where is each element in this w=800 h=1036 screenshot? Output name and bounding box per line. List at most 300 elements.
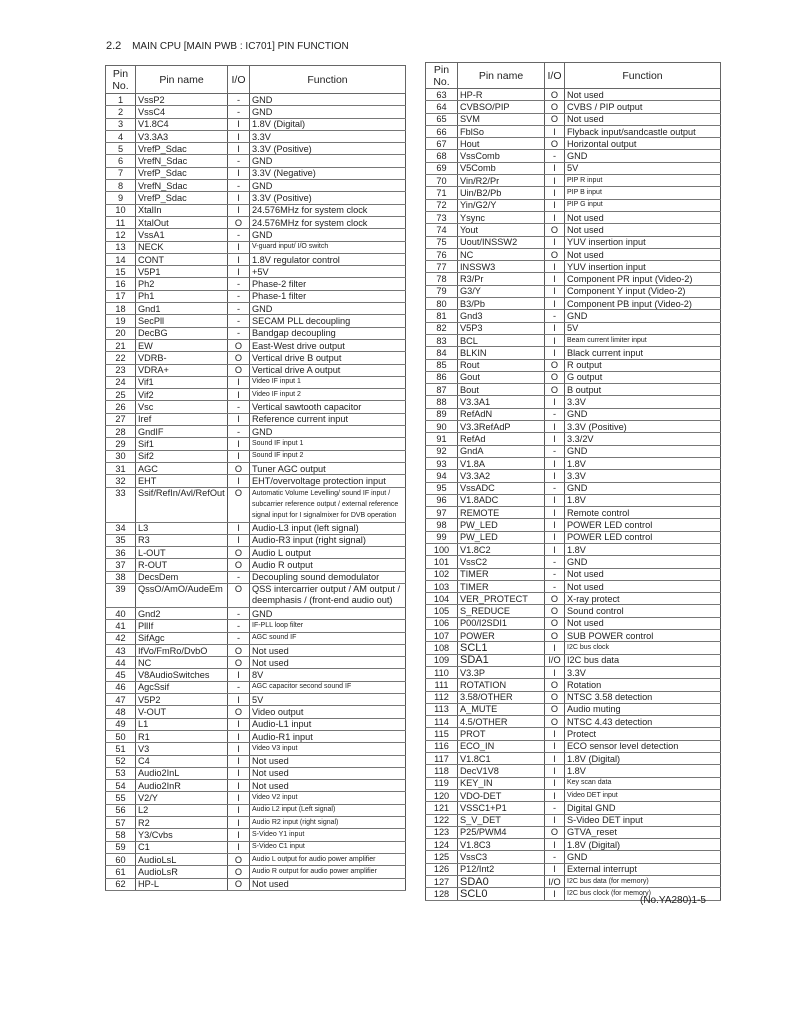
table-row — [426, 605, 721, 617]
pin-name: Yin/G2/Y — [458, 199, 545, 211]
pin-number: 104 — [426, 593, 458, 605]
table-row — [106, 364, 406, 376]
pin-function: Bandgap decoupling — [250, 327, 406, 339]
table-row — [106, 571, 406, 583]
pin-function: Not used — [250, 780, 406, 792]
pin-function: Vertical drive B output — [250, 352, 406, 364]
pin-number: 36 — [106, 547, 136, 559]
pin-io: O — [545, 113, 565, 125]
pin-name: ROTATION — [458, 679, 545, 691]
pin-io: O — [228, 216, 250, 228]
table-row — [106, 681, 406, 693]
table-row — [426, 211, 721, 223]
pin-name: KEY_IN — [458, 777, 545, 789]
pin-function: Video V2 input — [250, 792, 406, 804]
pin-name: VssP2 — [136, 94, 228, 106]
pin-name: C4 — [136, 755, 228, 767]
pin-number: 76 — [426, 248, 458, 260]
pin-name: VssADC — [458, 482, 545, 494]
pin-function: AGC sound IF — [250, 632, 406, 644]
table-row — [426, 494, 721, 506]
pin-io: I — [228, 475, 250, 487]
pin-io: O — [228, 853, 250, 865]
pin-io: I — [545, 777, 565, 789]
table-row — [106, 853, 406, 865]
pin-number: 70 — [426, 175, 458, 187]
pin-function: SECAM PLL decoupling — [250, 315, 406, 327]
pin-io: I — [228, 118, 250, 130]
pin-io: I — [545, 211, 565, 223]
pin-name: L2 — [136, 804, 228, 816]
pin-name: PW_LED — [458, 531, 545, 543]
pin-function: Video DET input — [565, 789, 721, 801]
pin-name: VssComb — [458, 150, 545, 162]
table-row — [426, 433, 721, 445]
pin-name: Vin/R2/Pr — [458, 175, 545, 187]
pin-io: O — [545, 384, 565, 396]
pin-function: Not used — [565, 224, 721, 236]
pin-name: Gnd3 — [458, 310, 545, 322]
pin-name: V3.3A2 — [458, 470, 545, 482]
pin-number: 49 — [106, 718, 136, 730]
table-row — [106, 401, 406, 413]
pin-name: V5P1 — [136, 266, 228, 278]
table-row — [106, 352, 406, 364]
pin-function: I2C bus data (for memory) — [565, 876, 721, 888]
pin-io: I — [545, 396, 565, 408]
pin-io: O — [545, 593, 565, 605]
pin-io: I — [545, 187, 565, 199]
pin-function: GND — [250, 607, 406, 619]
table-row — [426, 334, 721, 346]
pin-name: R3/Pr — [458, 273, 545, 285]
pin-name: VrefP_Sdac — [136, 192, 228, 204]
pin-name: V1.8C2 — [458, 543, 545, 555]
pin-function: Vertical drive A output — [250, 364, 406, 376]
pin-function: GTVA_reset — [565, 826, 721, 838]
pin-name: R1 — [136, 730, 228, 742]
table-row — [426, 777, 721, 789]
pin-function: Not used — [250, 657, 406, 669]
pin-name: R3 — [136, 534, 228, 546]
pin-name: V3.3RefAdP — [458, 421, 545, 433]
pin-io: I — [228, 192, 250, 204]
pin-name: POWER — [458, 630, 545, 642]
pin-function: Audio L2 input (Left signal) — [250, 804, 406, 816]
pin-number: 110 — [426, 666, 458, 678]
pin-name: Audio2InL — [136, 767, 228, 779]
pin-name: Sif2 — [136, 450, 228, 462]
table-row — [106, 706, 406, 718]
table-row — [426, 716, 721, 728]
pin-function: YUV insertion input — [565, 236, 721, 248]
table-row — [426, 851, 721, 863]
pin-io: I — [545, 125, 565, 137]
table-row — [426, 125, 721, 137]
pin-name: Sif1 — [136, 438, 228, 450]
pin-name: Ysync — [458, 211, 545, 223]
pin-function: Audio R output — [250, 559, 406, 571]
pin-number: 14 — [106, 253, 136, 265]
pin-number: 52 — [106, 755, 136, 767]
pin-io: - — [545, 568, 565, 580]
pin-name: VrefN_Sdac — [136, 180, 228, 192]
pin-name: VrefP_Sdac — [136, 143, 228, 155]
pin-function: Not used — [565, 580, 721, 592]
pin-io: I — [228, 669, 250, 681]
pin-io: I — [228, 792, 250, 804]
pin-name: Vsc — [136, 401, 228, 413]
pin-number: 30 — [106, 450, 136, 462]
pin-name: AGC — [136, 462, 228, 474]
pin-name: V-OUT — [136, 706, 228, 718]
table-row — [106, 192, 406, 204]
col-header-function: Function — [565, 63, 721, 89]
pin-function: GND — [565, 445, 721, 457]
table-row — [426, 839, 721, 851]
table-row — [106, 607, 406, 619]
pin-number: 96 — [426, 494, 458, 506]
pin-name: 4.5/OTHER — [458, 716, 545, 728]
pin-io: I — [545, 753, 565, 765]
pin-function: GND — [565, 408, 721, 420]
pin-io: O — [228, 487, 250, 522]
pin-function: 3.3V (Positive) — [250, 192, 406, 204]
pin-function: 3.3V — [250, 130, 406, 142]
pin-name: L1 — [136, 718, 228, 730]
pin-io: I — [545, 273, 565, 285]
pin-number: 72 — [426, 199, 458, 211]
pin-io: O — [228, 706, 250, 718]
table-row — [106, 669, 406, 681]
pin-io: O — [228, 547, 250, 559]
pin-function: GND — [250, 106, 406, 118]
pin-function: Not used — [565, 211, 721, 223]
pin-function: G output — [565, 371, 721, 383]
table-row — [106, 804, 406, 816]
pin-function: I2C bus clock — [565, 642, 721, 654]
pin-name: A_MUTE — [458, 703, 545, 715]
pin-number: 27 — [106, 413, 136, 425]
pin-name: 3.58/OTHER — [458, 691, 545, 703]
pin-number: 19 — [106, 315, 136, 327]
pin-io: I — [545, 765, 565, 777]
pin-function: NTSC 3.58 detection — [565, 691, 721, 703]
pin-name: REMOTE — [458, 507, 545, 519]
pin-function: Video IF input 2 — [250, 389, 406, 401]
pin-function: External interrupt — [565, 863, 721, 875]
pin-number: 54 — [106, 780, 136, 792]
section-number: 2.2 — [106, 40, 122, 52]
pin-name: VDRB- — [136, 352, 228, 364]
pin-number: 53 — [106, 767, 136, 779]
pin-number: 16 — [106, 278, 136, 290]
pin-function: 3.3V — [565, 396, 721, 408]
pin-function: Not used — [565, 89, 721, 101]
pin-name: RefAd — [458, 433, 545, 445]
pin-name: V5Comb — [458, 162, 545, 174]
pin-io: O — [228, 352, 250, 364]
table-row — [106, 438, 406, 450]
pin-number: 59 — [106, 841, 136, 853]
table-row — [426, 666, 721, 678]
pin-number: 116 — [426, 740, 458, 752]
table-row — [106, 266, 406, 278]
pin-number: 8 — [106, 180, 136, 192]
table-row — [426, 568, 721, 580]
pin-function: GND — [565, 310, 721, 322]
pin-name: GndA — [458, 445, 545, 457]
pin-function: Video IF input 1 — [250, 376, 406, 388]
pin-name: VssA1 — [136, 229, 228, 241]
pin-name: V1.8C4 — [136, 118, 228, 130]
pin-function: Not used — [565, 568, 721, 580]
pin-number: 5 — [106, 143, 136, 155]
pin-function: B output — [565, 384, 721, 396]
table-row — [106, 118, 406, 130]
table-row — [426, 408, 721, 420]
table-row — [106, 462, 406, 474]
pin-name: ECO_IN — [458, 740, 545, 752]
pin-function: Component Y input (Video-2) — [565, 285, 721, 297]
pin-function: GND — [565, 556, 721, 568]
pin-number: 120 — [426, 789, 458, 801]
pin-number: 65 — [426, 113, 458, 125]
pin-function: 5V — [250, 694, 406, 706]
pin-io: O — [228, 657, 250, 669]
table-row — [426, 359, 721, 371]
table-row — [426, 224, 721, 236]
pin-name: G3/Y — [458, 285, 545, 297]
pin-function: S-Video C1 input — [250, 841, 406, 853]
table-row — [426, 519, 721, 531]
pin-io: O — [545, 248, 565, 260]
pin-name: CVBSO/PIP — [458, 101, 545, 113]
pin-number: 34 — [106, 522, 136, 534]
table-row — [426, 162, 721, 174]
pin-name: VrefP_Sdac — [136, 167, 228, 179]
pin-name: Hout — [458, 138, 545, 150]
pin-name: C1 — [136, 841, 228, 853]
pin-number: 38 — [106, 571, 136, 583]
pin-io: I — [228, 241, 250, 253]
pin-function: S-Video Y1 input — [250, 829, 406, 841]
pin-name: Bout — [458, 384, 545, 396]
pin-number: 11 — [106, 216, 136, 228]
pin-number: 82 — [426, 322, 458, 334]
pin-io: O — [545, 89, 565, 101]
pin-function: East-West drive output — [250, 339, 406, 351]
pin-number: 102 — [426, 568, 458, 580]
pin-io: - — [545, 445, 565, 457]
pin-function: SUB POWER control — [565, 630, 721, 642]
pin-name: V3.3A3 — [136, 130, 228, 142]
pin-number: 127 — [426, 876, 458, 888]
table-row — [426, 89, 721, 101]
table-row — [106, 290, 406, 302]
pin-io: I — [228, 755, 250, 767]
pin-name: V3 — [136, 743, 228, 755]
pin-io: I — [545, 261, 565, 273]
table-header-row — [106, 66, 406, 94]
table-row — [426, 298, 721, 310]
pin-io: I — [545, 470, 565, 482]
pin-number: 63 — [426, 89, 458, 101]
table-row — [426, 863, 721, 875]
pin-function: Component PR input (Video-2) — [565, 273, 721, 285]
table-row — [426, 593, 721, 605]
pin-io: I — [545, 162, 565, 174]
table-row — [426, 740, 721, 752]
pin-name: P00/I2SDI1 — [458, 617, 545, 629]
table-row — [426, 285, 721, 297]
table-row — [106, 755, 406, 767]
table-row — [106, 376, 406, 388]
pin-number: 48 — [106, 706, 136, 718]
table-row — [426, 630, 721, 642]
table-row — [426, 396, 721, 408]
pin-number: 119 — [426, 777, 458, 789]
pin-io: - — [228, 632, 250, 644]
pin-function: X-ray protect — [565, 593, 721, 605]
pin-function: 3.3V (Positive) — [565, 421, 721, 433]
pin-name: VDRA+ — [136, 364, 228, 376]
pin-name: XtalIn — [136, 204, 228, 216]
pin-number: 26 — [106, 401, 136, 413]
pin-name: L-OUT — [136, 547, 228, 559]
pin-name: V1.8ADC — [458, 494, 545, 506]
table-row — [106, 315, 406, 327]
pin-number: 114 — [426, 716, 458, 728]
pin-function: 3.3V (Positive) — [250, 143, 406, 155]
pin-number: 37 — [106, 559, 136, 571]
table-row — [106, 167, 406, 179]
pin-function: Protect — [565, 728, 721, 740]
pin-io: I — [228, 450, 250, 462]
pin-function: Not used — [565, 617, 721, 629]
table-row — [106, 792, 406, 804]
pin-number: 3 — [106, 118, 136, 130]
pin-io: O — [228, 339, 250, 351]
pin-io: I — [228, 534, 250, 546]
table-row — [426, 876, 721, 888]
pin-name: TIMER — [458, 580, 545, 592]
pin-io: I — [228, 804, 250, 816]
pin-name: Gnd2 — [136, 607, 228, 619]
pin-number: 117 — [426, 753, 458, 765]
pin-number: 20 — [106, 327, 136, 339]
pin-name: VssC3 — [458, 851, 545, 863]
table-row — [106, 253, 406, 265]
table-row — [106, 106, 406, 118]
pin-function: 3.3V — [565, 470, 721, 482]
pin-io: O — [545, 101, 565, 113]
pin-number: 109 — [426, 654, 458, 666]
pin-name: BLKIN — [458, 347, 545, 359]
pin-name: P12/Int2 — [458, 863, 545, 875]
pin-io: O — [228, 644, 250, 656]
pin-name: NECK — [136, 241, 228, 253]
pin-number: 74 — [426, 224, 458, 236]
pin-function: Automatic Volume Levelling/ sound IF input / subcarrier reference output / external reference signal input for I signalmixer for DVB operation — [250, 487, 406, 522]
pin-number: 23 — [106, 364, 136, 376]
pin-number: 25 — [106, 389, 136, 401]
pin-name: VSSC1+P1 — [458, 802, 545, 814]
pin-io: I — [228, 718, 250, 730]
pin-function: PIP G input — [565, 199, 721, 211]
pin-number: 79 — [426, 285, 458, 297]
table-row — [106, 389, 406, 401]
pin-function: GND — [250, 180, 406, 192]
table-row — [106, 620, 406, 632]
pin-function: Reference current input — [250, 413, 406, 425]
pin-number: 121 — [426, 802, 458, 814]
pin-io: I — [228, 730, 250, 742]
table-row — [106, 426, 406, 438]
pin-function: Sound control — [565, 605, 721, 617]
pin-number: 57 — [106, 817, 136, 829]
pin-function: 1.8V (Digital) — [565, 839, 721, 851]
pin-function: 24.576MHz for system clock — [250, 204, 406, 216]
col-header-pin-no: Pin No. — [426, 63, 458, 89]
pin-io: I — [545, 519, 565, 531]
pin-name: VssC2 — [458, 556, 545, 568]
pin-number: 101 — [426, 556, 458, 568]
pin-io: O — [545, 371, 565, 383]
table-row — [106, 130, 406, 142]
table-row — [106, 143, 406, 155]
table-row — [106, 180, 406, 192]
pin-io: I — [228, 829, 250, 841]
table-row — [106, 204, 406, 216]
pin-io: I — [545, 285, 565, 297]
pin-io: O — [228, 364, 250, 376]
pin-number: 35 — [106, 534, 136, 546]
pin-function: Phase-1 filter — [250, 290, 406, 302]
pin-function: YUV insertion input — [565, 261, 721, 273]
pin-number: 99 — [426, 531, 458, 543]
pin-number: 88 — [426, 396, 458, 408]
pin-io: I — [228, 438, 250, 450]
pin-name: Vif2 — [136, 389, 228, 401]
pin-number: 45 — [106, 669, 136, 681]
pin-number: 90 — [426, 421, 458, 433]
table-row — [426, 310, 721, 322]
pin-io: O — [545, 691, 565, 703]
pin-name: Y3/Cvbs — [136, 829, 228, 841]
table-row — [426, 273, 721, 285]
pin-name: V5P2 — [136, 694, 228, 706]
pin-name: V5P3 — [458, 322, 545, 334]
pin-function: 1.8V — [565, 765, 721, 777]
table-row — [426, 753, 721, 765]
table-row — [426, 150, 721, 162]
pin-io: I — [545, 642, 565, 654]
table-row — [106, 644, 406, 656]
pin-io: I — [545, 740, 565, 752]
pin-function: QSS intercarrier output / AM output / deemphasis / (front-end audio out) — [250, 583, 406, 607]
pin-number: 50 — [106, 730, 136, 742]
pin-name: SCL1 — [458, 642, 545, 654]
table-row — [426, 482, 721, 494]
pin-number: 124 — [426, 839, 458, 851]
pin-name: VDO-DET — [458, 789, 545, 801]
pin-number: 56 — [106, 804, 136, 816]
pin-name: PROT — [458, 728, 545, 740]
pin-function: Tuner AGC output — [250, 462, 406, 474]
pin-number: 81 — [426, 310, 458, 322]
pin-number: 123 — [426, 826, 458, 838]
